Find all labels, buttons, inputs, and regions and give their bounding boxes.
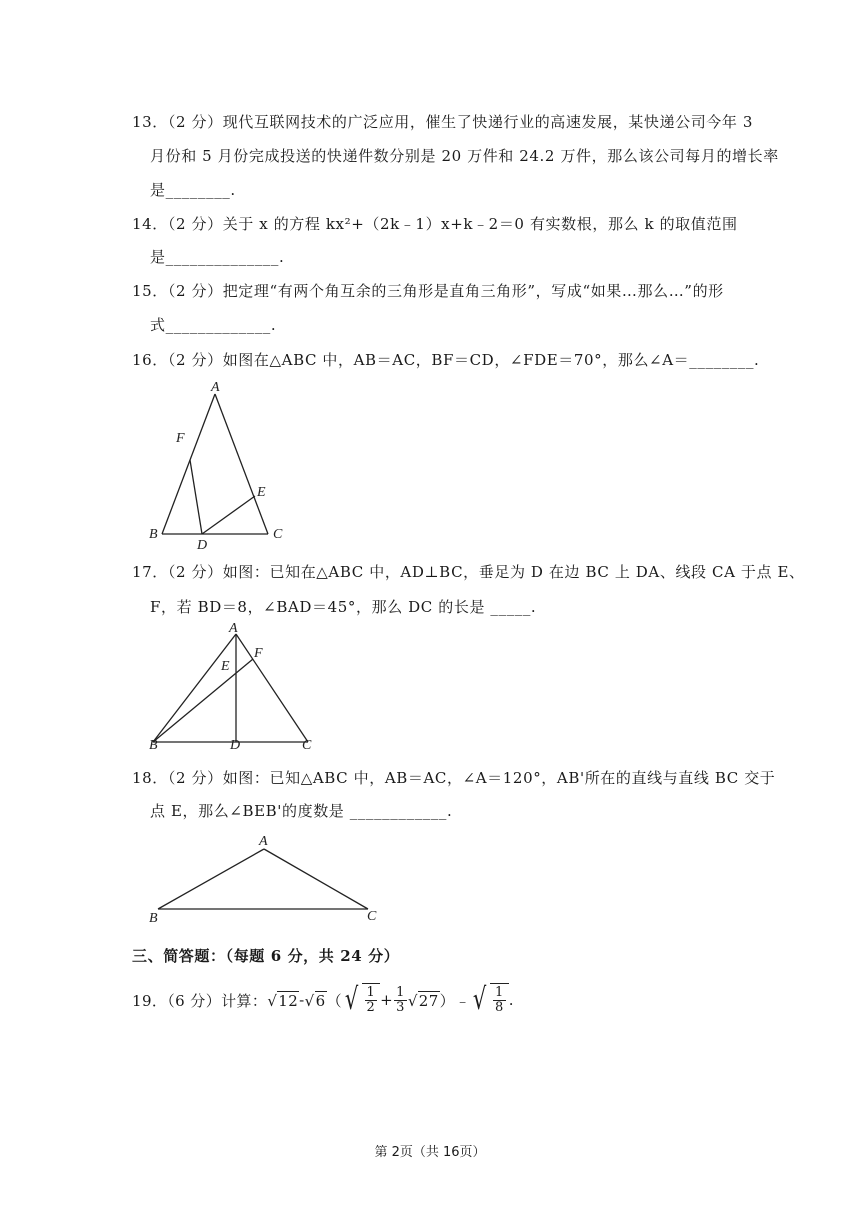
q17-label-d: D [230, 738, 241, 753]
q17-label-c: C [302, 738, 312, 753]
q18-figure [140, 830, 390, 930]
q17-label-b: B [149, 738, 158, 753]
q16-segment-de [202, 496, 255, 534]
section-title: 三、简答题：（每题 6 分，共 24 分） [132, 947, 400, 965]
q19-sqrt-6: √ 6 [304, 991, 326, 1010]
q19-line [132, 983, 514, 1017]
q19-sqrt-eighth: √ $\frac{1}{8}$ [470, 983, 508, 1017]
q16-side-ac [215, 394, 268, 534]
q15-line1: 15．（2 分）把定理“有两个角互余的三角形是直角三角形”，写成“如果…那么…”的形 [132, 282, 724, 300]
q16-label-e: E [257, 485, 266, 500]
q15-line2: 式_____________. [150, 316, 277, 334]
q19-end: . [508, 991, 514, 1009]
q17-label-e: E [221, 659, 230, 674]
q17-line2: F，若 BD＝8，∠BAD＝45°，那么 DC 的长是 _____. [150, 598, 537, 616]
q19-sqrt-27: √ 27 [407, 991, 439, 1010]
q16-figure [140, 376, 300, 551]
q19-rparen: ） [439, 991, 456, 1010]
q18-label-c: C [367, 909, 377, 924]
q16-line1: 16．（2 分）如图在△ABC 中，AB＝AC，BF＝CD，∠FDE＝70°，那么∠A＝________. [132, 351, 760, 369]
q16-side-ab [162, 394, 215, 534]
q16-label-f: F [176, 431, 185, 446]
q14-line1: 14．（2 分）关于 x 的方程 kx²+（2k﹣1）x+k﹣2＝0 有实数根，那么 k 的取值范围 [132, 215, 738, 233]
q17-line1: 17．（2 分）如图：已知在△ABC 中，AD⊥BC，垂足为 D 在边 BC 上 DA、线段 CA 于点 E、 [132, 563, 805, 581]
q18-label-b: B [149, 911, 158, 926]
q19-minus: - [299, 991, 305, 1009]
q13-line1: 13．（2 分）现代互联网技术的广泛应用，催生了快递行业的高速发展，某快递公司今年 3 [132, 113, 754, 131]
q18-side-ab [158, 849, 264, 909]
q16-label-d: D [197, 538, 208, 551]
q19-sqrt-half: √ $\frac{1}{2}$ [342, 983, 380, 1017]
q18-line2: 点 E，那么∠BEB'的度数是 ____________. [150, 802, 453, 820]
q17-segment-bf [153, 659, 253, 742]
q18-line1: 18．（2 分）如图：已知△ABC 中，AB＝AC，∠A＝120°，AB'所在的直线与直线 BC 交于 [132, 769, 776, 787]
q19-minus2: ﹣ [455, 991, 471, 1010]
q19-prefix: 19．（6 分）计算： [132, 991, 268, 1010]
q17-side-ac [236, 634, 308, 742]
q19-sqrt-12: √ 12 [267, 991, 299, 1010]
q13-line2: 月份和 5 月份完成投送的快递件数分别是 20 万件和 24.2 万件，那么该公司每月的增长率 [150, 147, 779, 165]
q19-fraction-third: $\frac{1}{3}$ [396, 984, 405, 1015]
page-footer: 第 2页（共 16页） [374, 1145, 486, 1160]
q16-label-a: A [211, 380, 220, 395]
q17-figure [140, 618, 330, 753]
q19-lparen: （ [326, 991, 342, 1010]
q16-segment-fd [190, 460, 202, 534]
q18-label-a: A [259, 834, 268, 849]
q18-side-ac [264, 849, 368, 909]
q17-label-a: A [229, 621, 238, 636]
q17-label-f: F [254, 646, 263, 661]
q16-label-c: C [273, 527, 283, 542]
q19-plus: + [380, 991, 394, 1009]
q16-label-b: B [149, 527, 158, 542]
q14-line2: 是______________. [150, 248, 285, 266]
q17-side-ab [153, 634, 236, 742]
q13-line3: 是________. [150, 181, 236, 199]
